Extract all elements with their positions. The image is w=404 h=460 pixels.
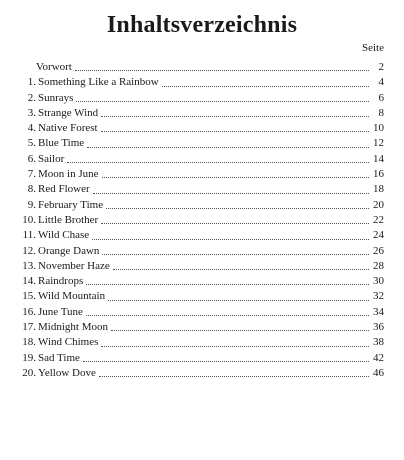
toc-entry [20, 213, 384, 228]
toc-entry-number: 3. [27, 106, 36, 119]
toc-entry-number: 13. [22, 259, 36, 272]
dot-leader [86, 314, 369, 316]
toc-entry-page: 28 [373, 259, 384, 272]
toc-entry-title: June Tune [38, 305, 83, 318]
toc-entry-page: 38 [373, 336, 384, 349]
toc-entry-number: 18. [22, 336, 36, 349]
toc-entry [20, 351, 384, 366]
dot-leader [92, 238, 369, 240]
toc-entry [20, 366, 384, 381]
toc-entry-number: 8. [27, 183, 36, 196]
dot-leader [106, 207, 369, 209]
toc-entry-page: 24 [373, 229, 384, 242]
toc-entry-title: Little Brother [38, 213, 99, 226]
toc-entry-number: 15. [22, 290, 36, 303]
toc-entry-number: 1. [27, 76, 36, 89]
toc-entry-title: Orange Dawn [38, 244, 100, 257]
toc-entry-page: 36 [373, 321, 384, 334]
table-of-contents [20, 60, 384, 381]
toc-entry-number: 9. [27, 198, 36, 211]
dot-leader [86, 283, 369, 285]
toc-entry-page: 26 [373, 244, 384, 257]
toc-entry [20, 167, 384, 182]
toc-entry-number: 5. [27, 137, 36, 150]
toc-entry-page: 8 [378, 106, 384, 119]
toc-entry [20, 198, 384, 213]
toc-entry-title: Blue Time [38, 137, 85, 150]
toc-entry-number: 16. [22, 305, 36, 318]
toc-entry-page: 4 [378, 76, 384, 89]
toc-entry-title: Sailor [38, 152, 65, 165]
toc-entry [20, 152, 384, 167]
toc-entry-number: 17. [22, 321, 36, 334]
toc-entry-title: Native Forest [38, 122, 98, 135]
toc-entry-page: 30 [373, 275, 384, 288]
toc-entry-page: 12 [373, 137, 384, 150]
toc-entry [20, 106, 384, 121]
toc-entry-number: 2. [27, 91, 36, 104]
toc-entry-page: 16 [373, 168, 384, 181]
page-title: Inhaltsverzeichnis [106, 12, 298, 38]
toc-entry-page: 42 [373, 351, 384, 364]
toc-entry-page: 32 [373, 290, 384, 303]
toc-entry-page: 6 [378, 91, 384, 104]
toc-entry [20, 335, 384, 350]
dot-leader [67, 161, 369, 163]
dot-leader [101, 345, 369, 347]
toc-entry-title: Moon in June [38, 168, 99, 181]
toc-entry-title: November Haze [38, 259, 110, 272]
toc-entry [20, 182, 384, 197]
toc-entry-page: 22 [373, 213, 384, 226]
toc-entry [20, 91, 384, 106]
dot-leader [93, 192, 369, 194]
toc-entry [20, 305, 384, 320]
dot-leader [76, 100, 369, 102]
toc-entry [20, 75, 384, 90]
toc-entry [20, 259, 384, 274]
toc-entry-number: 20. [22, 366, 36, 379]
dot-leader [102, 176, 370, 178]
toc-entry [20, 136, 384, 151]
dot-leader [162, 85, 369, 87]
toc-entry-title: February Time [38, 198, 104, 211]
toc-entry-number: 11. [22, 229, 36, 242]
toc-entry [20, 274, 384, 289]
toc-entry-page: 18 [373, 183, 384, 196]
toc-entry-number: 14. [22, 275, 36, 288]
toc-entry-title: Raindrops [38, 275, 84, 288]
dot-leader [102, 253, 369, 255]
dot-leader [75, 69, 369, 71]
toc-entry-title: Sad Time [38, 351, 80, 364]
toc-entry-title: Yellow Dove [38, 366, 96, 379]
toc-entry-title: Vorwort [36, 61, 72, 73]
toc-entry [20, 320, 384, 335]
dot-leader [99, 375, 369, 377]
dot-leader [83, 360, 369, 362]
page-column-header: Seite [362, 42, 384, 54]
toc-entry-title: Wild Mountain [38, 290, 106, 303]
dot-leader [101, 130, 369, 132]
toc-entry-title: Something Like a Rainbow [38, 76, 159, 89]
toc-entry-number: 6. [27, 152, 36, 165]
toc-entry [20, 228, 384, 243]
toc-entry [20, 244, 384, 259]
toc-entry-title: Wind Chimes [38, 336, 99, 349]
toc-entry-title: Midnight Moon [38, 321, 108, 334]
dot-leader [113, 268, 369, 270]
toc-entry [20, 289, 384, 304]
dot-leader [101, 115, 369, 117]
toc-entry-title: Wild Chase [38, 229, 90, 242]
dot-leader [101, 222, 369, 224]
toc-entry [20, 121, 384, 136]
dot-leader [87, 146, 369, 148]
toc-entry-number: 7. [27, 168, 36, 181]
toc-entry-page: 10 [373, 122, 384, 135]
toc-entry-page: 14 [373, 152, 384, 165]
toc-entry-title: Sunrays [38, 91, 74, 104]
toc-entry-number: 10. [22, 213, 36, 226]
toc-entry-number: 19. [22, 351, 36, 364]
toc-entry-number: 4. [27, 122, 36, 135]
dot-leader [111, 329, 369, 331]
dot-leader [108, 299, 369, 301]
toc-entry-page: 34 [373, 305, 384, 318]
toc-entry-title: Red Flower [38, 183, 90, 196]
toc-entry-title: Strange Wind [38, 106, 99, 119]
toc-entry-page: 46 [373, 366, 384, 379]
toc-entry-page: 20 [373, 198, 384, 211]
toc-entry-number: 12. [22, 244, 36, 257]
toc-entry-page: 2 [378, 61, 384, 73]
toc-entry [20, 60, 384, 75]
